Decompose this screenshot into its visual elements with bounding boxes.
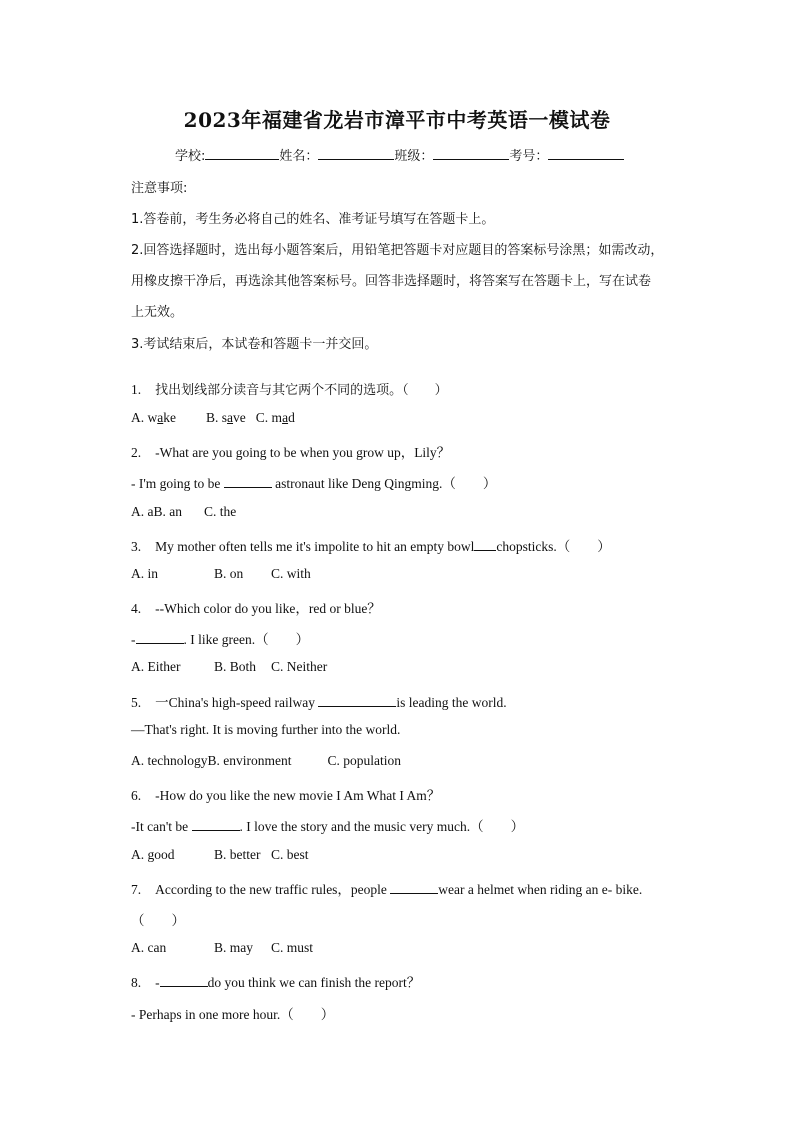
question-number: 3. bbox=[131, 539, 142, 554]
question-text: astronaut like Deng Qingming.（ ） bbox=[275, 476, 497, 491]
question-text: - I'm going to be bbox=[131, 476, 221, 491]
option-a-letter: A. bbox=[131, 410, 145, 425]
exam-title: 2023年福建省龙岩市漳平市中考英语一模试卷 bbox=[183, 108, 611, 132]
option-text: ke bbox=[163, 410, 176, 425]
answer-blank bbox=[390, 882, 438, 894]
question-2-options bbox=[131, 504, 236, 520]
question-text: According to the new traffic rules，people bbox=[155, 882, 387, 897]
question-number: 1. bbox=[131, 382, 142, 397]
option-a[interactable]: A. Either bbox=[131, 659, 181, 674]
question-6 bbox=[131, 784, 440, 804]
school-blank bbox=[205, 147, 279, 160]
question-8-line-2: - Perhaps in one more hour.（ ） bbox=[131, 1007, 335, 1022]
question-text: wear a helmet when riding an e- bike. bbox=[438, 882, 643, 897]
note-3: 3.考试结束后，本试卷和答题卡一并交回。 bbox=[131, 337, 378, 352]
question-6-line-2 bbox=[131, 815, 524, 835]
number-label: 考号： bbox=[509, 149, 549, 164]
question-1 bbox=[131, 379, 448, 398]
option-b[interactable] bbox=[222, 410, 246, 425]
answer-blank bbox=[318, 695, 396, 707]
option-c[interactable] bbox=[272, 410, 295, 425]
answer-blank bbox=[136, 632, 184, 644]
option-b[interactable]: B. an bbox=[153, 504, 182, 519]
underlined-letter: a bbox=[157, 410, 164, 425]
option-a[interactable]: A. technology bbox=[131, 753, 208, 768]
option-text: m bbox=[271, 410, 283, 425]
question-text: --Which color do you like，red or blue？ bbox=[155, 601, 381, 616]
question-text: do you think we can finish the report？ bbox=[207, 975, 421, 990]
name-label: 姓名： bbox=[279, 149, 319, 164]
question-8 bbox=[131, 971, 420, 991]
notes-heading: 注意事项: bbox=[131, 181, 188, 196]
option-c[interactable]: C. must bbox=[271, 940, 314, 955]
option-b-letter: B. bbox=[206, 410, 219, 425]
question-5 bbox=[131, 691, 507, 711]
option-c[interactable]: C. population bbox=[327, 753, 401, 768]
question-7-line-2: （ ） bbox=[131, 913, 185, 928]
question-text: -What are you going to be when you grow up，Lily？ bbox=[155, 445, 451, 460]
question-text: 找出划线部分读音与其它两个不同的选项。（ ） bbox=[155, 383, 448, 398]
option-a[interactable]: A. in bbox=[131, 566, 158, 581]
option-b[interactable]: B. better bbox=[214, 847, 261, 862]
question-7 bbox=[131, 878, 642, 898]
option-a[interactable] bbox=[148, 410, 177, 425]
note-2-line-2: 用橡皮擦干净后，再选涂其他答案标号。回答非选择题时，将答案写在答题卡上，写在试卷 bbox=[131, 274, 652, 289]
answer-blank bbox=[224, 476, 272, 488]
question-text: -It can't be bbox=[131, 819, 189, 834]
question-6-options bbox=[131, 847, 309, 863]
option-c[interactable]: C. best bbox=[271, 847, 309, 862]
underlined-letter: a bbox=[227, 410, 234, 425]
question-number: 8. bbox=[131, 975, 142, 990]
question-2 bbox=[131, 441, 450, 461]
underlined-letter: a bbox=[282, 410, 289, 425]
option-a[interactable]: A. a bbox=[131, 504, 154, 519]
option-c[interactable]: C. with bbox=[271, 566, 311, 581]
question-number: 6. bbox=[131, 788, 142, 803]
option-a[interactable]: A. good bbox=[131, 847, 175, 862]
question-1-options bbox=[131, 410, 295, 426]
option-text: w bbox=[147, 410, 158, 425]
question-7-options bbox=[131, 940, 313, 956]
answer-blank bbox=[160, 975, 208, 987]
question-3-options bbox=[131, 566, 311, 582]
question-number: 7. bbox=[131, 882, 142, 897]
class-label: 班级： bbox=[394, 149, 434, 164]
class-blank bbox=[433, 147, 509, 160]
option-text: ve bbox=[233, 410, 246, 425]
option-c[interactable]: C. Neither bbox=[271, 659, 328, 674]
question-text: - bbox=[131, 632, 136, 647]
note-1: 1.答卷前，考生务必将自己的姓名、准考证号填写在答题卡上。 bbox=[131, 212, 495, 227]
question-number: 2. bbox=[131, 445, 142, 460]
question-text: - bbox=[155, 975, 160, 990]
question-4-line-2 bbox=[131, 628, 309, 648]
question-5-line-2: —That's right. It is moving further into the world. bbox=[131, 722, 401, 737]
question-number: 5. bbox=[131, 695, 142, 710]
question-text: 一China's high-speed railway bbox=[155, 695, 316, 710]
question-text: chopsticks.（ ） bbox=[496, 539, 611, 554]
option-c[interactable]: C. the bbox=[204, 504, 237, 519]
question-text: is leading the world. bbox=[396, 695, 507, 710]
question-5-options bbox=[131, 753, 401, 769]
answer-blank bbox=[192, 819, 240, 831]
school-label: 学校: bbox=[175, 149, 206, 164]
option-b[interactable]: B. on bbox=[214, 566, 244, 581]
option-text: s bbox=[221, 410, 228, 425]
option-b[interactable]: B. environment bbox=[207, 753, 292, 768]
note-2-line-3: 上无效。 bbox=[131, 305, 184, 320]
question-3 bbox=[131, 535, 611, 555]
number-blank bbox=[548, 147, 624, 160]
question-4 bbox=[131, 597, 381, 617]
question-4-options bbox=[131, 659, 327, 675]
question-text: -How do you like the new movie I Am What I Am？ bbox=[155, 788, 441, 803]
name-blank bbox=[318, 147, 394, 160]
question-text: . I like green.（ ） bbox=[183, 632, 310, 647]
question-2-line-2 bbox=[131, 472, 496, 492]
question-text: My mother often tells me it's impolite to hit an empty bowl bbox=[155, 539, 475, 554]
option-b[interactable]: B. Both bbox=[214, 659, 257, 674]
question-number: 4. bbox=[131, 601, 142, 616]
question-text: . I love the story and the music very much.（ ） bbox=[239, 819, 525, 834]
note-2-line-1: 2.回答选择题时，选出每小题答案后，用铅笔把答题卡对应题目的答案标号涂黑；如需改动， bbox=[131, 243, 664, 258]
student-info-row bbox=[175, 145, 624, 164]
answer-blank bbox=[474, 539, 496, 551]
option-b[interactable]: B. may bbox=[214, 940, 253, 955]
option-c-letter: C. bbox=[255, 410, 269, 425]
option-text: d bbox=[288, 410, 295, 425]
option-a[interactable]: A. can bbox=[131, 940, 167, 955]
